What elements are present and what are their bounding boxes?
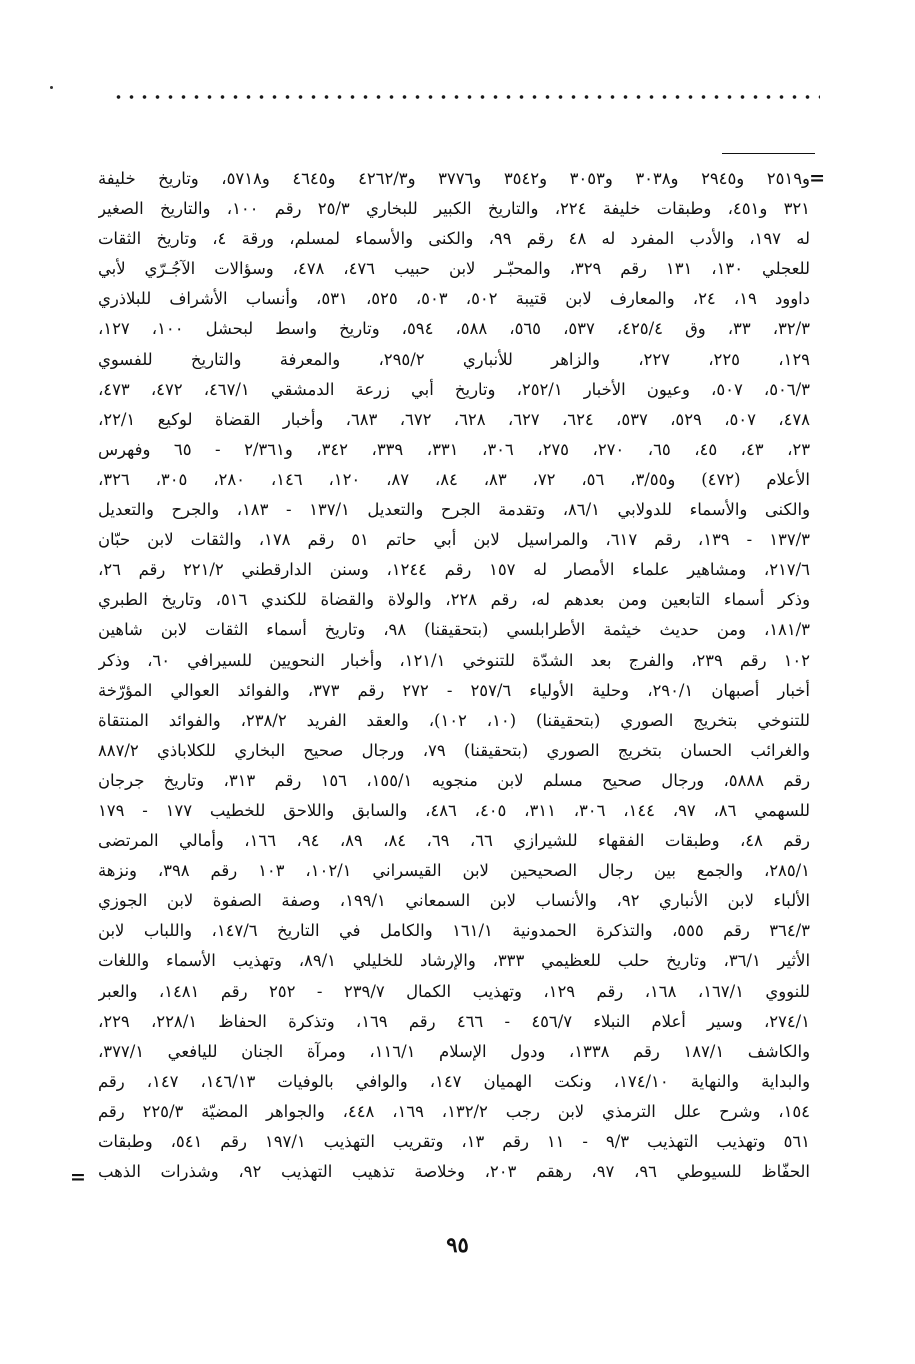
footnote-line: أخبار أصبهان ٢٩٠/١، وحلية الأولياء ٢٥٧/٦ - ٢٧٢ رقم ٣٧٣، والفوائد العوالي المؤرّخة xyxy=(98,680,810,700)
footnote-line: للتنوخي بتخريج الصوري (بتحقيقنا) (١٠، ١٠٢)، والعقد الفريد ٢٣٨/٢، والفوائد المنتقاة xyxy=(98,710,810,730)
footnote-line: ٥٦١ وتهذيب التهذيب ٩/٣ - ١١ رقم ١٣، وتقريب التهذيب ١٩٧/١ رقم ٥٤١، وطبقات xyxy=(98,1132,810,1151)
footnote-line: و٢٥١٩ و٢٩٤٥ و٣٠٣٨ و٣٠٥٣ و٣٥٤٢ و٣٧٧٦ و٤٢٦٢/٣ و٤٦٤٥ و٥٧١٨، وتاريخ خليفة xyxy=(98,169,810,188)
footnote-line: ٤٧٨، ٥٠٧، ٥٢٩، ٥٣٧، ٦٢٤، ٦٢٧، ٦٢٨، ٦٧٢، ٦٨٣، وأخبار القضاة لوكيع ٢٢/١، xyxy=(98,409,810,429)
footnote-line: وذكر أسماء التابعين ومن بعدهم له، رقم ٢٢٨، والولاة والقضاة للكندي ٥١٦، وتاريخ الطبري xyxy=(98,590,810,610)
footnote-line: ٣٢/٣، ٣٣، وق ٤٢٥/٤، ٥٣٧، ٥٦٥، ٥٨٨، ٥٩٤، وتاريخ واسط لبحشل ١٠٠، ١٢٧، xyxy=(98,319,810,339)
footnote-line: ٢٨٥/١، والجمع بين رجال الصحيحين لابن القيسراني ١٠٢/١، ١٠٣ رقم ٣٩٨، ونزهة xyxy=(98,861,810,881)
footnote-line: والكنى والأسماء للدولابي ٨٦/١، وتقدمة الجرح والتعديل ١٣٧/١ - ١٨٣، والجرح والتعديل xyxy=(98,500,810,520)
footnote-line: الحفّاظ للسيوطي ٩٦، ٩٧، رهقم ٢٠٣، وخلاصة تذهيب التهذيب ٩٢، وشذرات الذهب xyxy=(98,1162,810,1182)
footnote-line: الألباء لابن الأنباري ٩٢، والأنساب لابن السمعاني ١٩٩/١، وصفة الصفوة لابن الجوزي xyxy=(98,891,810,911)
footnote-line: ١٣٧/٣ - ١٣٩، رقم ٦١٧، والمراسيل لابن أبي حاتم ٥١ رقم ١٧٨، والثقات لابن حبّان xyxy=(98,530,810,550)
footnote-line: والبداية والنهاية ١٧٤/١٠، ونكت الهميان ١٤٧، والوافي بالوفيات ١٤٦/١٣، ١٤٧، رقم xyxy=(98,1071,810,1091)
continuation-mark-end: = xyxy=(70,1166,86,1188)
footnote-line: للعجلي ١٣٠، ١٣١ رقم ٣٢٩، والمحبّـر لابن حبيب ٤٧٦، ٤٧٨، وسؤالات الآجُـرّي لأبي xyxy=(98,259,810,279)
footnote-line: ٢٣، ٤٣، ٤٥، ٦٥، ٢٧٠، ٢٧٥، ٣٠٦، ٣٣١، ٣٣٩، ٣٤٢، و٢/٣٦١ - ٦٥ وفهرس xyxy=(98,439,810,459)
footnote-line: ٥٠٦/٣، ٥٠٧، وعيون الأخبار ٢٥٢/١، وتاريخ أبي زرعة الدمشقي ٤٦٧/١، ٤٧٢، ٤٧٣، xyxy=(98,379,810,399)
footnote-line: والكاشف ١٨٧/١ رقم ١٣٣٨، ودول الإسلام ١١٦/١، ومرآة الجنان لليافعي ٣٧٧/١، xyxy=(98,1041,810,1061)
footnote-line: الأثير ٣٦/١، وتاريخ حلب للعظيمي ٣٣٣، والإرشاد للخليلي ٨٩/١، وتهذيب الأسماء واللغات xyxy=(98,951,810,971)
page-number: ٩٥ xyxy=(446,1232,469,1257)
footnote-text xyxy=(98,164,810,1187)
footnote-line: للنووي ١٦٧/١، ١٦٨، رقم ١٢٩، وتهذيب الكمال ٢٣٩/٧ - ٢٥٢ رقم ١٤٨١، والعبر xyxy=(98,981,810,1001)
dotted-separator xyxy=(112,92,820,102)
footnote-line: ٢١٧/٦، ومشاهير علماء الأمصار له ١٥٧ رقم ١٢٤٤، وسنن الدارقطني ٢٢١/٢ رقم ٢٦، xyxy=(98,560,810,580)
footnote-line: ٣٦٤/٣ رقم ٥٥٥، والتذكرة الحمدونية ١٦١/١ والكامل في التاريخ ١٤٧/٦، واللباب لابن xyxy=(98,921,810,941)
footnote-line: والغرائب الحسان بتخريج الصوري (بتحقيقنا) ٧٩، ورجال صحيح البخاري للكلاباذي ٨٨٧/٢ xyxy=(98,740,810,760)
footnote-rule xyxy=(722,153,815,154)
footnote-line: ١٠٢ رقم ٢٣٩، والفرج بعد الشدّة للتنوخي ١٢١/١، وأخبار النحويين للسيرافي ٦٠، وذكر xyxy=(98,650,810,670)
footnote-line: ١٨١/٣، ومن حديث خيثمة الأطرابلسي (بتحقيقنا) ٩٨، وتاريخ أسماء الثقات لابن شاهين xyxy=(98,620,810,640)
footnote-line: للسهمي ٨٦، ٩٧، ١٤٤، ٣٠٦، ٣١١، ٤٠٥، ٤٨٦، والسابق واللاحق للخطيب ١٧٧ - ١٧٩ xyxy=(98,800,810,820)
footnote-line: داوود ١٩، ٢٤، والمعارف لابن قتيبة ٥٠٢، ٥٠٣، ٥٢٥، ٥٣١، وأنساب الأشراف للبلاذري xyxy=(98,289,810,309)
footnote-line: له ١٩٧، والأدب المفرد له ٤٨ رقم ٩٩، والكنى والأسماء لمسلم، ورقة ٤، وتاريخ الثقات xyxy=(98,229,810,249)
footnote-line: ٢٧٤/١، وسير أعلام النبلاء ٤٥٦/٧ - ٤٦٦ رقم ١٦٩، وتذكرة الحفاظ ٢٢٨/١، ٢٢٩، xyxy=(98,1011,810,1031)
footnote-line: رقم ٤٨، وطبقات الفقهاء للشيرازي ٦٦، ٦٩، ٨٤، ٨٩، ٩٤، ١٦٦، وأمالي المرتضى xyxy=(98,831,810,851)
footnote-line: ١٢٩، ٢٢٥، ٢٢٧، والزاهر للأنباري ٢٩٥/٢، والمعرفة والتاريخ للفسوي xyxy=(98,349,810,369)
footnote-line: ١٥٤، وشرح علل الترمذي لابن رجب ١٣٢/٢، ١٦٩، ٤٤٨، والجواهر المضيّة ٢٢٥/٣ رقم xyxy=(98,1101,810,1121)
footnote-line: الأعلام (٤٧٢) و٣/٥٥، ٥٦، ٧٢، ٨٣، ٨٤، ٨٧، ١٢٠، ١٤٦، ٢٨٠، ٣٠٥، ٣٢٦، xyxy=(98,469,810,489)
footnote-line: ٣٢١ و٤٥١، وطبقات خليفة ٢٢٤، والتاريخ الكبير للبخاري ٢٥/٣ رقم ١٠٠، والتاريخ الصغير xyxy=(98,199,810,219)
stray-ink-dot xyxy=(50,86,53,89)
footnote-line: رقم ٥٨٨٨، ورجال صحيح مسلم لابن منجويه ١٥٥/١، ١٥٦ رقم ٣١٣، وتاريخ جرجان xyxy=(98,770,810,790)
continuation-mark-start: = xyxy=(809,167,825,189)
